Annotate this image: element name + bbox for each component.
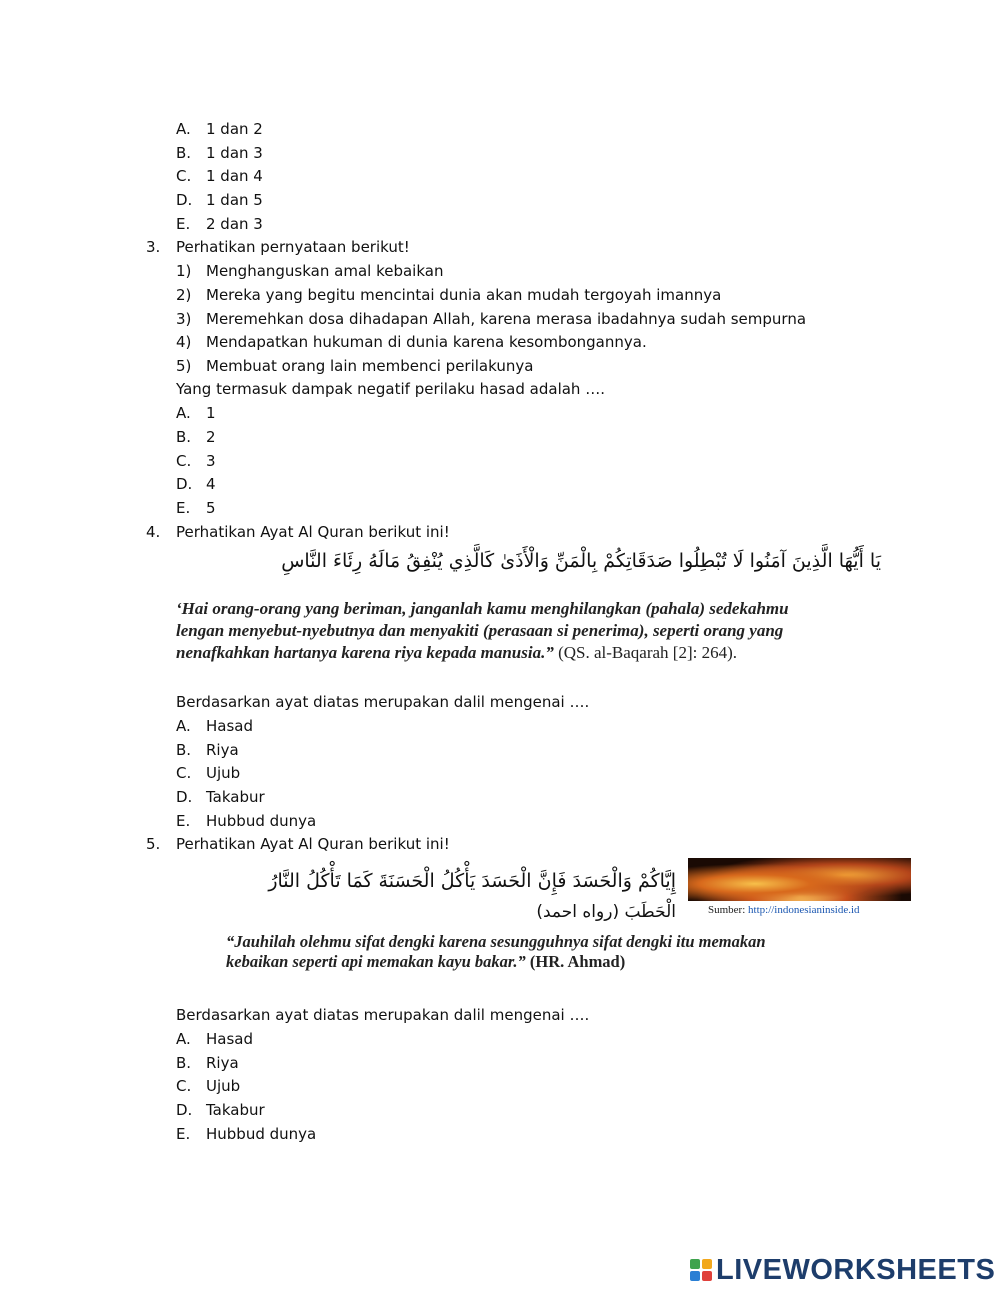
q3-option-d-letter: D. — [176, 475, 193, 493]
q4-title: Perhatikan Ayat Al Quran berikut ini! — [176, 523, 450, 541]
fire-image — [688, 858, 911, 901]
q5-translation-line-2: kebaikan seperti api memakan kayu bakar.” — [226, 952, 526, 971]
logo-square-2 — [702, 1259, 712, 1269]
q3-option-e-letter: E. — [176, 499, 191, 517]
liveworksheets-wordmark: LIVEWORKSHEETS — [716, 1253, 996, 1286]
liveworksheets-logo[interactable] — [690, 1254, 995, 1286]
q2-option-e-letter: E. — [176, 215, 191, 233]
q5-arabic-line-2: الْحَطَبَ (رواه احمد) — [536, 902, 676, 922]
q3-statement-3: Meremehkan dosa dihadapan Allah, karena merasa ibadahnya sudah sempurna — [206, 310, 807, 328]
q4-stem: Berdasarkan ayat diatas merupakan dalil mengenai …. — [176, 693, 590, 711]
image-source-caption — [708, 904, 860, 916]
q4-option-c[interactable]: Ujub — [206, 764, 241, 782]
q3-option-b[interactable]: 2 — [206, 428, 216, 446]
q5-option-b-letter: B. — [176, 1054, 192, 1072]
q3-statement-5-num: 5) — [176, 357, 192, 375]
q5-option-a[interactable]: Hasad — [206, 1030, 253, 1048]
logo-square-3 — [690, 1271, 700, 1281]
q4-option-e-letter: E. — [176, 812, 191, 830]
q3-title: Perhatikan pernyataan berikut! — [176, 238, 410, 256]
q3-option-b-letter: B. — [176, 428, 192, 446]
q5-option-b[interactable]: Riya — [206, 1054, 239, 1072]
logo-square-4 — [702, 1271, 712, 1281]
q4-option-b-letter: B. — [176, 741, 192, 759]
q2-option-d-letter: D. — [176, 191, 193, 209]
logo-square-1 — [690, 1259, 700, 1269]
q5-number: 5. — [146, 835, 161, 853]
q3-statement-2-num: 2) — [176, 286, 192, 304]
q5-title: Perhatikan Ayat Al Quran berikut ini! — [176, 835, 450, 853]
q3-option-a-letter: A. — [176, 404, 191, 422]
q4-verse-image — [176, 546, 886, 668]
q3-stem: Yang termasuk dampak negatif perilaku hasad adalah …. — [176, 380, 605, 398]
q2-option-e[interactable]: 2 dan 3 — [206, 215, 263, 233]
q4-option-c-letter: C. — [176, 764, 192, 782]
q2-option-a-letter: A. — [176, 120, 191, 138]
q3-statement-1: Menghanguskan amal kebaikan — [206, 262, 444, 280]
q5-option-e[interactable]: Hubbud dunya — [206, 1125, 317, 1143]
q4-option-a-letter: A. — [176, 717, 191, 735]
q3-option-c[interactable]: 3 — [206, 452, 216, 470]
q2-option-b-letter: B. — [176, 144, 192, 162]
q3-statement-4: Mendapatkan hukuman di dunia karena kesombongannya. — [206, 333, 647, 351]
image-source-url[interactable]: http://indonesianinside.id — [748, 904, 860, 916]
q5-translation-line-1: “Jauhilah olehmu sifat dengki karena sesungguhnya sifat dengki itu memakan — [226, 932, 766, 951]
image-source-label: Sumber: — [708, 904, 746, 916]
q5-stem: Berdasarkan ayat diatas merupakan dalil mengenai …. — [176, 1006, 590, 1024]
q3-option-e[interactable]: 5 — [206, 499, 216, 517]
q3-statement-2: Mereka yang begitu mencintai dunia akan mudah tergoyah imannya — [206, 286, 722, 304]
q5-arabic-line-1: إِيَّاكُمْ وَالْحَسَدَ فَإِنَّ الْحَسَدَ يَأْكُلُ الْحَسَنَةَ كَمَا تَأْكُلُ النَّارُ — [268, 870, 676, 892]
q4-translation-line-2: lengan menyebut-nyebutnya dan menyakiti (perasaan si penerima), seperti orang yang — [176, 621, 784, 640]
q5-option-d-letter: D. — [176, 1101, 193, 1119]
q4-option-d-letter: D. — [176, 788, 193, 806]
q3-option-d[interactable]: 4 — [206, 475, 216, 493]
q5-option-c-letter: C. — [176, 1077, 192, 1095]
q3-number: 3. — [146, 238, 161, 256]
q4-option-e[interactable]: Hubbud dunya — [206, 812, 317, 830]
q2-option-c-letter: C. — [176, 167, 192, 185]
q4-arabic-verse: يَا أَيُّهَا الَّذِينَ آمَنُوا لَا تُبْطِلُوا صَدَقَاتِكُمْ بِالْمَنِّ وَالْأَذَىٰ كَالَّذِي يُنْفِقُ مَالَهُ رِئَاءَ النَّاسِ — [281, 550, 881, 572]
q4-option-b[interactable]: Riya — [206, 741, 239, 759]
q5-option-e-letter: E. — [176, 1125, 191, 1143]
q5-option-a-letter: A. — [176, 1030, 191, 1048]
q2-option-a[interactable]: 1 dan 2 — [206, 120, 263, 138]
q3-option-a[interactable]: 1 — [206, 404, 216, 422]
liveworksheets-logo-icon — [690, 1259, 712, 1281]
q4-reference: (QS. al-Baqarah [2]: 264). — [558, 643, 738, 662]
q4-translation-line-3: nenafkahkan hartanya karena riya kepada manusia.” — [176, 643, 554, 662]
q3-statement-5: Membuat orang lain membenci perilakunya — [206, 357, 534, 375]
q3-statement-3-num: 3) — [176, 310, 192, 328]
q3-statement-4-num: 4) — [176, 333, 192, 351]
q2-option-b[interactable]: 1 dan 3 — [206, 144, 263, 162]
q4-option-a[interactable]: Hasad — [206, 717, 253, 735]
q2-option-d[interactable]: 1 dan 5 — [206, 191, 263, 209]
q5-option-c[interactable]: Ujub — [206, 1077, 241, 1095]
q4-option-d[interactable]: Takabur — [206, 788, 265, 806]
q4-translation-line-1: ‘Hai orang-orang yang beriman, janganlah kamu menghilangkan (pahala) sedekahmu — [176, 599, 789, 618]
q5-reference: (HR. Ahmad) — [529, 952, 626, 971]
q2-option-c[interactable]: 1 dan 4 — [206, 167, 263, 185]
q4-number: 4. — [146, 523, 161, 541]
q3-statement-1-num: 1) — [176, 262, 192, 280]
q5-option-d[interactable]: Takabur — [206, 1101, 265, 1119]
q3-option-c-letter: C. — [176, 452, 192, 470]
